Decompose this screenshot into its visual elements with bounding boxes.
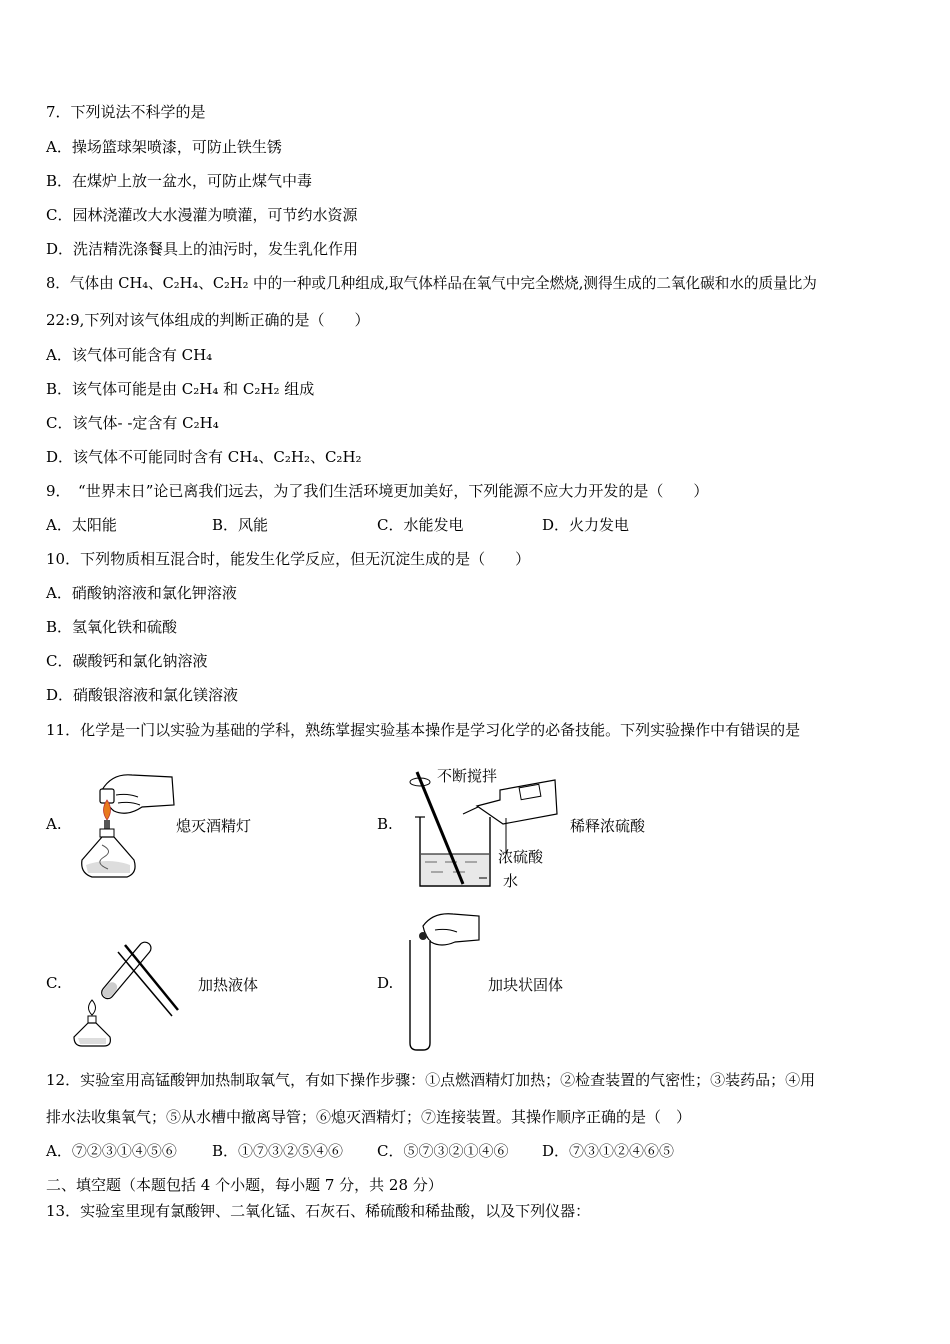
heating-liquid-figure xyxy=(70,940,185,1050)
q13-stem: 13．实验室里现有氯酸钾、二氧化锰、石灰石、稀硫酸和稀盐酸，以及下列仪器： xyxy=(46,1202,591,1220)
fig-d-caption: 加块状固体 xyxy=(488,976,564,994)
q10-option-a: A．硝酸钠溶液和氯化钾溶液 xyxy=(46,584,237,602)
fig-c-caption: 加热液体 xyxy=(198,976,259,994)
q9-option-d: D．火力发电 xyxy=(542,516,630,534)
q8-option-a: A．该气体可能含有 CH₄ xyxy=(46,346,213,364)
q7-option-a: A．操场篮球架喷漆，可防止铁生锈 xyxy=(46,138,282,156)
fig-b-label-acid: 浓硫酸 xyxy=(498,848,544,866)
q9-option-b: B．风能 xyxy=(212,516,269,534)
fig-b-letter: B. xyxy=(377,815,393,833)
fig-b-label-stir: 不断搅拌 xyxy=(437,767,498,785)
q9-option-c: C．水能发电 xyxy=(377,516,464,534)
q12-option-c: C．⑤⑦③②①④⑥ xyxy=(377,1142,509,1160)
section-2-title: 二、填空题（本题包括 4 个小题，每小题 7 分，共 28 分） xyxy=(46,1176,443,1194)
add-block-solid-figure xyxy=(405,908,485,1053)
q10-option-d: D．硝酸银溶液和氯化镁溶液 xyxy=(46,686,239,704)
q7-option-d: D．洗洁精洗涤餐具上的油污时，发生乳化作用 xyxy=(46,240,359,258)
q8-stem-line2: 22:9,下列对该气体组成的判断正确的是（ ） xyxy=(46,311,370,329)
q8-option-b: B．该气体可能是由 C₂H₄ 和 C₂H₂ 组成 xyxy=(46,380,315,398)
q12-stem-line2: 排水法收集氧气；⑤从水槽中撤离导管；⑥熄灭酒精灯；⑦连接装置。其操作顺序正确的是（ ） xyxy=(46,1108,692,1126)
q10-option-b: B．氢氧化铁和硫酸 xyxy=(46,618,178,636)
alcohol-lamp-cap-figure xyxy=(72,765,182,890)
fig-c-letter: C. xyxy=(46,974,62,992)
fig-d-letter: D. xyxy=(377,974,394,992)
q10-stem: 10．下列物质相互混合时，能发生化学反应，但无沉淀生成的是（ ） xyxy=(46,550,531,568)
q12-stem-line1: 12．实验室用高锰酸钾加热制取氧气，有如下操作步骤：①点燃酒精灯加热；②检查装置的气密性；③装药品；④用 xyxy=(46,1071,816,1089)
q8-option-d: D．该气体不可能同时含有 CH₄、C₂H₂、C₂H₂ xyxy=(46,448,362,466)
q8-option-c: C．该气体- -定含有 C₂H₄ xyxy=(46,414,219,432)
q7-option-b: B．在煤炉上放一盆水，可防止煤气中毒 xyxy=(46,172,313,190)
q12-option-d: D．⑦③①②④⑥⑤ xyxy=(542,1142,675,1160)
q7-stem: 7．下列说法不科学的是 xyxy=(46,103,206,121)
q10-option-c: C．碳酸钙和氯化钠溶液 xyxy=(46,652,208,670)
q12-option-b: B．①⑦③②⑤④⑥ xyxy=(212,1142,344,1160)
fig-a-caption: 熄灭酒精灯 xyxy=(176,817,252,835)
fig-b-label-water: 水 xyxy=(503,872,519,890)
q11-stem: 11．化学是一门以实验为基础的学科，熟练掌握实验基本操作是学习化学的必备技能。下列实验操作中有错误的是 xyxy=(46,721,801,739)
fig-a-letter: A. xyxy=(46,815,62,833)
q9-option-a: A．太阳能 xyxy=(46,516,117,534)
q7-option-c: C．园林浇灌改大水漫灌为喷灌，可节约水资源 xyxy=(46,206,358,224)
fig-b-caption: 稀释浓硫酸 xyxy=(570,817,646,835)
q8-stem-line1: 8．气体由 CH₄、C₂H₄、C₂H₂ 中的一种或几种组成,取气体样品在氧气中完全燃烧,测得生成的二氧化碳和水的质量比为 xyxy=(46,275,817,292)
q12-option-a: A．⑦②③①④⑤⑥ xyxy=(46,1142,177,1160)
q9-stem: 9． “世界末日”论已离我们远去，为了我们生活环境更加美好，下列能源不应大力开发的是（ ） xyxy=(46,482,709,500)
